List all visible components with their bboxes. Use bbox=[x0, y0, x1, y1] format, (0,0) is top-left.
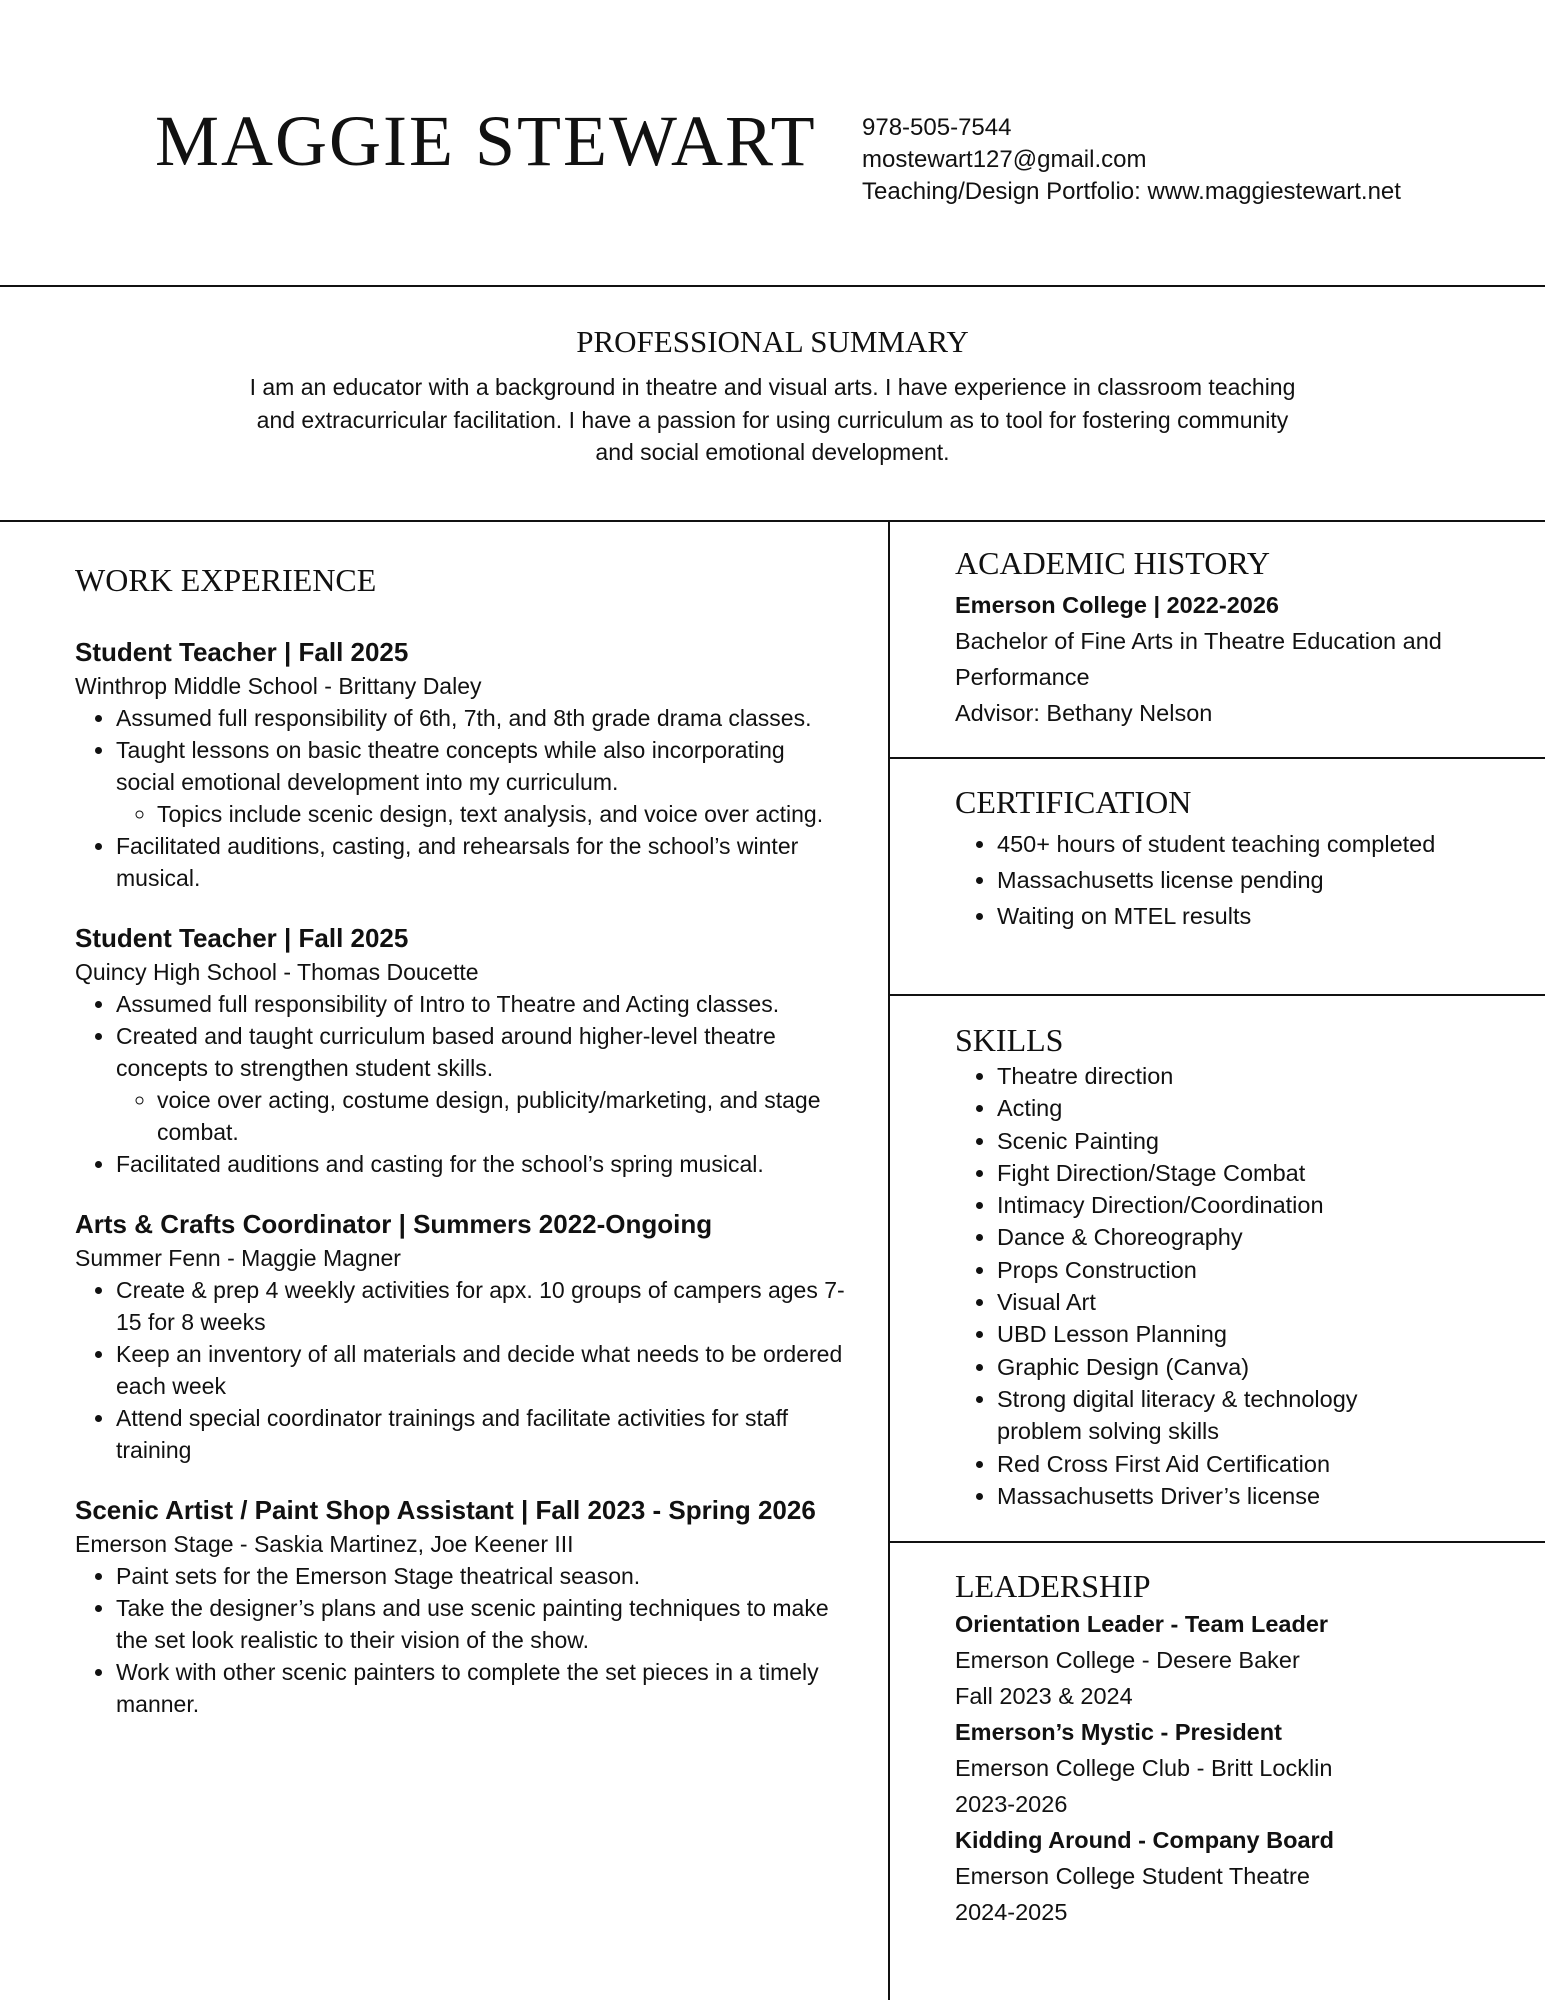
job-organization: Emerson Stage - Saskia Martinez, Joe Keener III bbox=[75, 1531, 574, 1557]
job-bullets bbox=[75, 988, 845, 1180]
skill-item: • Visual Art bbox=[997, 1286, 1515, 1318]
job-organization: Summer Fenn - Maggie Magner bbox=[75, 1245, 401, 1271]
leadership-role: Kidding Around - Company Board bbox=[955, 1827, 1335, 1853]
certification-item: • Massachusetts license pending bbox=[997, 862, 1515, 898]
job-bullet: • Work with other scenic painters to complete the set pieces in a timely manner. bbox=[116, 1656, 845, 1720]
skills-title: SKILLS bbox=[955, 1022, 1064, 1058]
job-bullet: • Paint sets for the Emerson Stage theatrical season. bbox=[116, 1560, 845, 1592]
job-bullet: • Facilitated auditions and casting for the school’s spring musical. bbox=[116, 1148, 845, 1180]
job-bullet-text: Taught lessons on basic theatre concepts while also incorporating social emotional development into my curriculum. bbox=[116, 737, 785, 795]
job-entry bbox=[75, 1492, 845, 1720]
certification-divider bbox=[888, 994, 1545, 996]
contact-block bbox=[862, 112, 1401, 208]
skills-list bbox=[955, 1060, 1515, 1512]
work-experience-title: WORK EXPERIENCE bbox=[75, 562, 377, 598]
job-sub-bullet: ◦ Topics include scenic design, text analysis, and voice over acting. bbox=[157, 798, 845, 830]
job-entry bbox=[75, 1206, 845, 1466]
degree: Bachelor of Fine Arts in Theatre Education and Performance bbox=[955, 628, 1442, 690]
job-title: Arts & Crafts Coordinator | Summers 2022-Ongoing bbox=[75, 1209, 713, 1239]
advisor: Advisor: Bethany Nelson bbox=[955, 700, 1213, 726]
portfolio-link: Teaching/Design Portfolio: www.maggiestewart.net bbox=[862, 178, 1401, 205]
leadership-entry bbox=[955, 1606, 1515, 1714]
job-bullet: • Keep an inventory of all materials and decide what needs to be ordered each week bbox=[116, 1338, 845, 1402]
job-bullet bbox=[116, 734, 845, 830]
skill-item: • Fight Direction/Stage Combat bbox=[997, 1157, 1515, 1189]
leadership-title: LEADERSHIP bbox=[955, 1568, 1151, 1604]
skill-item: • Scenic Painting bbox=[997, 1125, 1515, 1157]
leadership-role: Emerson’s Mystic - President bbox=[955, 1719, 1282, 1745]
leadership-role: Orientation Leader - Team Leader bbox=[955, 1611, 1329, 1637]
job-bullets bbox=[75, 702, 845, 894]
job-bullet-text: Created and taught curriculum based around higher-level theatre concepts to strengthen student skills. bbox=[116, 1023, 776, 1081]
leadership-org: Emerson College Club - Britt Locklin bbox=[955, 1755, 1333, 1781]
certification-title: CERTIFICATION bbox=[955, 784, 1192, 820]
email-address: mostewart127@gmail.com bbox=[862, 146, 1147, 173]
header-divider bbox=[0, 285, 1545, 287]
summary-text: I am an educator with a background in theatre and visual arts. I have experience in classroom teaching and extracurricular facilitation. I have a passion for using curriculum as to tool for fostering community and social emotional development. bbox=[249, 374, 1296, 465]
leadership-org: Emerson College Student Theatre bbox=[955, 1863, 1310, 1889]
job-sub-bullets bbox=[116, 1084, 845, 1148]
column-divider bbox=[888, 520, 890, 2000]
job-entry bbox=[75, 634, 845, 894]
school-name: Emerson College | 2022-2026 bbox=[955, 592, 1279, 618]
summary-title: PROFESSIONAL SUMMARY bbox=[576, 324, 969, 359]
job-bullet: • Attend special coordinator trainings and facilitate activities for staff training bbox=[116, 1402, 845, 1466]
job-sub-bullets bbox=[116, 798, 845, 830]
academic-divider bbox=[888, 757, 1545, 759]
skill-item: • Graphic Design (Canva) bbox=[997, 1351, 1515, 1383]
leadership-entry bbox=[955, 1714, 1515, 1822]
summary-divider bbox=[0, 520, 1545, 522]
skill-item: • Strong digital literacy & technology problem solving skills bbox=[997, 1383, 1515, 1448]
certification-item: • 450+ hours of student teaching completed bbox=[997, 826, 1515, 862]
applicant-name: MAGGIE STEWART bbox=[155, 101, 817, 181]
job-bullet: • Assumed full responsibility of 6th, 7th, and 8th grade drama classes. bbox=[116, 702, 845, 734]
phone-number: 978-505-7544 bbox=[862, 114, 1012, 141]
certification-item: • Waiting on MTEL results bbox=[997, 898, 1515, 934]
job-bullet: • Assumed full responsibility of Intro to Theatre and Acting classes. bbox=[116, 988, 845, 1020]
job-title: Student Teacher | Fall 2025 bbox=[75, 637, 409, 667]
leadership-org: Emerson College - Desere Baker bbox=[955, 1647, 1300, 1673]
job-entry bbox=[75, 920, 845, 1180]
skill-item: • Acting bbox=[997, 1092, 1515, 1124]
job-bullet bbox=[116, 1020, 845, 1148]
skills-divider bbox=[888, 1541, 1545, 1543]
skill-item: • Massachusetts Driver’s license bbox=[997, 1480, 1515, 1512]
job-bullet: • Take the designer’s plans and use scenic painting techniques to make the set look realistic to their vision of the show. bbox=[116, 1592, 845, 1656]
leadership-dates: 2023-2026 bbox=[955, 1791, 1068, 1817]
job-bullet: • Facilitated auditions, casting, and rehearsals for the school’s winter musical. bbox=[116, 830, 845, 894]
job-bullets bbox=[75, 1274, 845, 1466]
academic-history-title: ACADEMIC HISTORY bbox=[955, 545, 1270, 581]
job-bullets bbox=[75, 1560, 845, 1720]
skill-item: • Intimacy Direction/Coordination bbox=[997, 1189, 1515, 1221]
skill-item: • UBD Lesson Planning bbox=[997, 1318, 1515, 1350]
leadership-dates: Fall 2023 & 2024 bbox=[955, 1683, 1133, 1709]
job-title: Scenic Artist / Paint Shop Assistant | Fall 2023 - Spring 2026 bbox=[75, 1495, 816, 1525]
work-experience-section bbox=[75, 560, 845, 1746]
certification-list bbox=[955, 826, 1515, 934]
job-sub-bullet: ◦ voice over acting, costume design, publicity/marketing, and stage combat. bbox=[157, 1084, 845, 1148]
skill-item: • Theatre direction bbox=[997, 1060, 1515, 1092]
skill-item: • Dance & Choreography bbox=[997, 1221, 1515, 1253]
skill-item: • Props Construction bbox=[997, 1254, 1515, 1286]
job-bullet: • Create & prep 4 weekly activities for apx. 10 groups of campers ages 7-15 for 8 weeks bbox=[116, 1274, 845, 1338]
job-title: Student Teacher | Fall 2025 bbox=[75, 923, 409, 953]
leadership-section bbox=[955, 1566, 1515, 1930]
certification-section bbox=[955, 782, 1515, 934]
leadership-dates: 2024-2025 bbox=[955, 1899, 1068, 1925]
job-organization: Winthrop Middle School - Brittany Daley bbox=[75, 673, 482, 699]
leadership-entry bbox=[955, 1822, 1515, 1930]
academic-history-section bbox=[955, 543, 1515, 731]
skills-section bbox=[955, 1020, 1515, 1512]
skill-item: • Red Cross First Aid Certification bbox=[997, 1448, 1515, 1480]
job-organization: Quincy High School - Thomas Doucette bbox=[75, 959, 479, 985]
